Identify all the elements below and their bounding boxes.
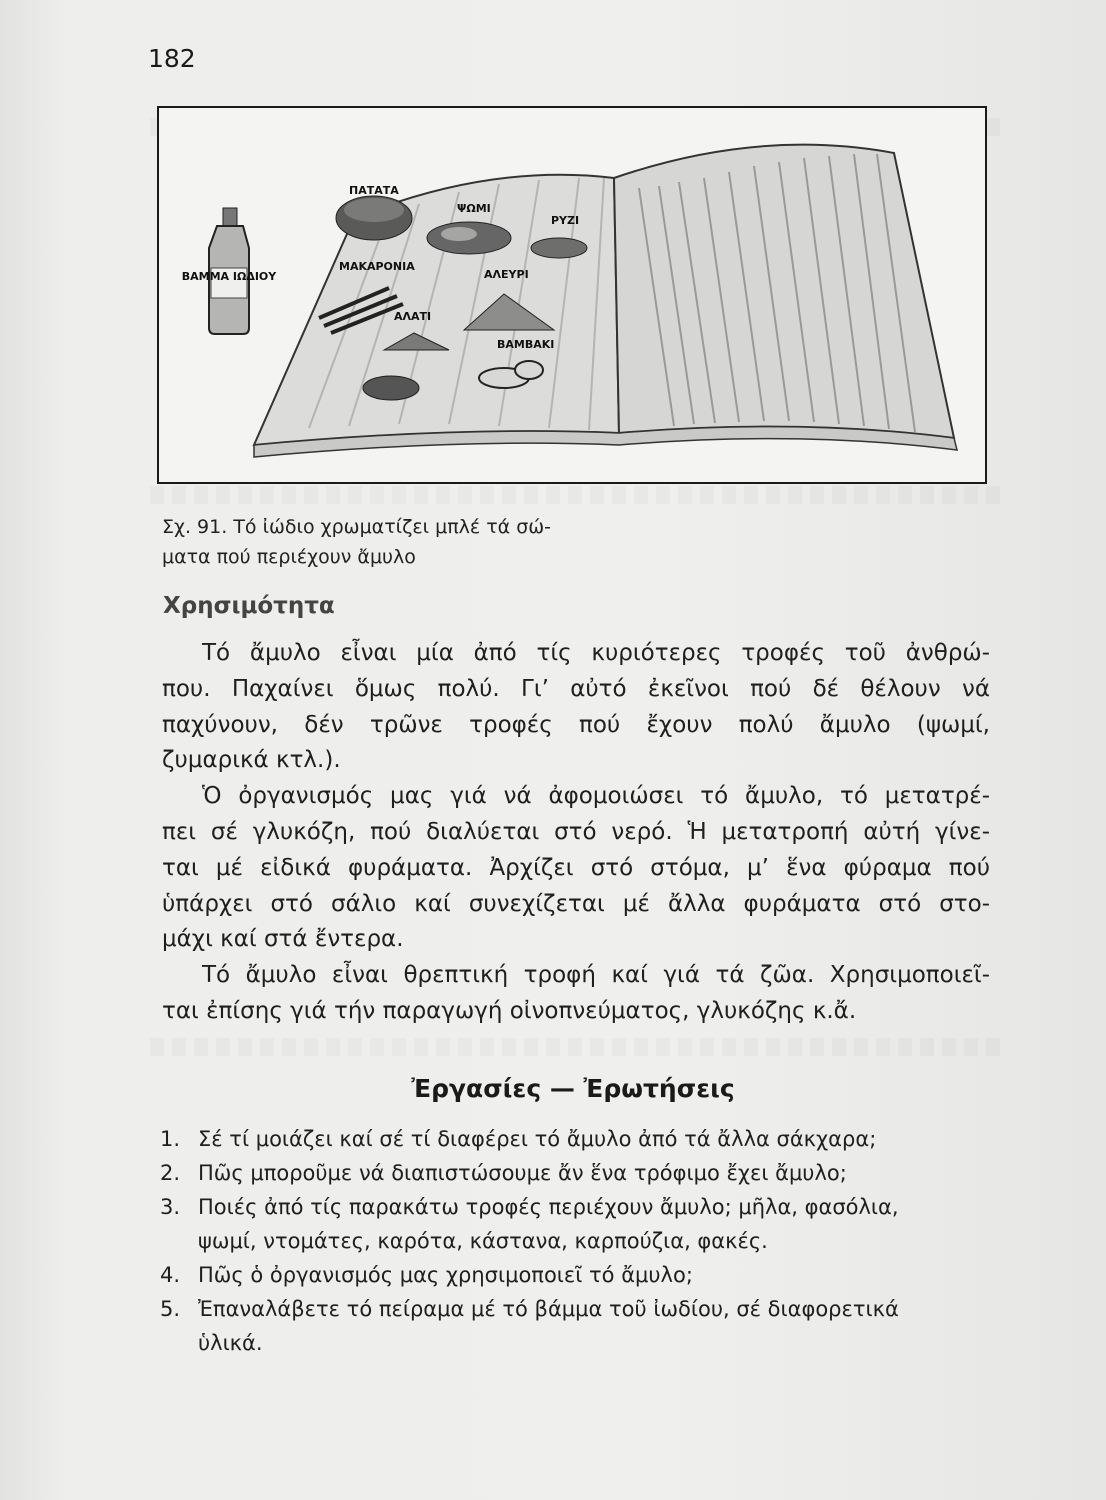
label-flour: ΑΛΕΥΡΙ	[484, 268, 529, 281]
question-item	[160, 1292, 990, 1360]
paragraph-line: ζυμαρικά κτλ.).	[162, 747, 341, 774]
iodine-bottle-drawing	[182, 208, 278, 334]
exercises-heading-text: Ἐργασίες — Ἐρωτήσεις	[411, 1074, 735, 1103]
question-text: Ποιές ἀπό τίς παρακάτω τροφές περιέχουν ἄμυλο; μῆλα, φασόλια,	[198, 1195, 899, 1219]
question-text: ὑλικά.	[198, 1331, 263, 1355]
caption-line: Σχ. 91. Τό ἰώδιο χρωματίζει μπλέ τά σώ-	[162, 516, 552, 538]
paragraph-line: πει σέ γλυκόζη, πού διαλύεται στό νερό. Ἡ μετατροπή αὐτή γίνε-	[162, 818, 990, 845]
paragraph-line: που. Παχαίνει ὅμως πολύ. Γι’ αὐτό ἐκεῖνοι πού δέ θέλουν νά	[162, 675, 990, 702]
paragraph-line: μάχι καί στά ἔντερα.	[162, 926, 404, 953]
open-book-illustration	[159, 108, 985, 482]
question-number: 2.	[160, 1161, 181, 1185]
paragraph-line: Τό ἄμυλο εἶναι μία ἀπό τίς κυριότερες τροφές τοῦ ἀνθρώ-	[202, 640, 990, 666]
question-text: Σέ τί μοιάζει καί σέ τί διαφέρει τό ἄμυλο ἀπό τά ἄλλα σάκχαρα;	[198, 1127, 877, 1151]
potato-slice-drawing	[363, 376, 419, 400]
paragraph-line: ται ἐπίσης γιά τήν παραγωγή οἰνοπνεύματος, γλυκόζης κ.ἄ.	[162, 997, 857, 1024]
label-pasta: ΜΑΚΑΡΟΝΙΑ	[339, 260, 415, 273]
section-heading: Χρησιμότητα	[163, 593, 335, 619]
show-through-texture	[150, 1038, 1000, 1056]
question-item	[160, 1122, 990, 1156]
question-text: ψωμί, ντομάτες, καρότα, κάστανα, καρπούζια, φακές.	[198, 1229, 768, 1253]
page-number: 182	[148, 44, 196, 73]
question-text: Πῶς ὁ ὀργανισμός μας χρησιμοποιεῖ τό ἄμυλο;	[198, 1263, 693, 1287]
figure-caption	[162, 512, 602, 572]
paragraph-line: ὑπάρχει στό σάλιο καί συνεχίζεται μέ ἄλλα φυράματα στό στο-	[162, 890, 990, 917]
paragraph-line: Ὁ ὀργανισμός μας γιά νά ἀφομοιώσει τό ἄμυλο, τό μετατρέ-	[202, 783, 990, 810]
question-text: Πῶς μποροῦμε νά διαπιστώσουμε ἄν ἕνα τρόφιμο ἔχει ἄμυλο;	[198, 1161, 847, 1185]
label-bread: ΨΩΜΙ	[457, 202, 491, 215]
question-item	[160, 1190, 990, 1258]
label-rice: ΡΥΖΙ	[551, 214, 580, 227]
label-cotton: ΒΑΜΒΑΚΙ	[497, 338, 555, 351]
paragraph-line: Τό ἄμυλο εἶναι θρεπτική τροφή καί γιά τά ζῶα. Χρησιμοποιεῖ-	[202, 962, 990, 989]
label-potato: ΠΑΤΑΤΑ	[349, 184, 399, 197]
label-salt: ΑΛΑΤΙ	[394, 310, 432, 323]
figure-illustration	[157, 106, 987, 484]
question-item	[160, 1156, 990, 1190]
question-item	[160, 1258, 990, 1292]
question-number: 3.	[160, 1195, 181, 1219]
paragraph-line: παχύνουν, δέν τρῶνε τροφές πού ἔχουν πολύ ἄμυλο (ψωμί,	[162, 711, 990, 738]
question-number: 5.	[160, 1297, 181, 1321]
question-number: 1.	[160, 1127, 181, 1151]
body-text	[162, 636, 990, 1030]
potato-drawing	[336, 184, 412, 240]
question-number: 4.	[160, 1263, 181, 1287]
question-text: Ἐπαναλάβετε τό πείραμα μέ τό βάμμα τοῦ ἰωδίου, σέ διαφορετικά	[198, 1297, 899, 1321]
bottle-label: ΒΑΜΜΑ ΙΩΔΙΟΥ	[181, 270, 277, 283]
exercises-heading	[0, 1074, 1106, 1103]
questions-list	[160, 1122, 990, 1360]
show-through-texture	[150, 486, 1000, 504]
caption-line: ματα πού περιέχουν ἄμυλο	[162, 546, 416, 568]
paragraph-line: ται μέ εἰδικά φυράματα. Ἀρχίζει στό στόμα, μ’ ἕνα φύραμα πού	[162, 854, 990, 881]
